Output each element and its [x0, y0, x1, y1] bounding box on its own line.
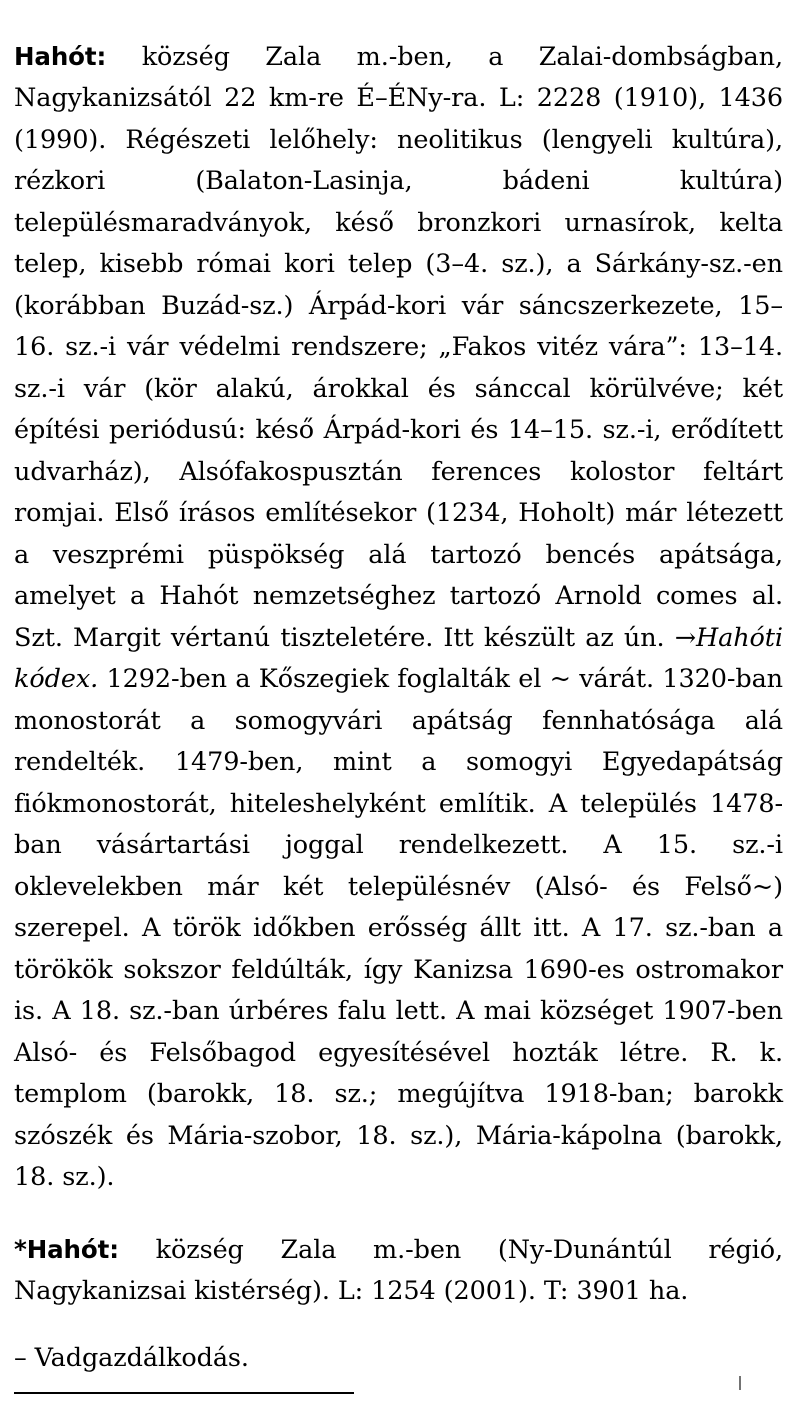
dictionary-entry-hahot-secondary [14, 1229, 783, 1313]
dictionary-entry-hahot [14, 36, 783, 1199]
footer-divider [14, 1392, 354, 1394]
secondary-entry-marker: * [14, 1234, 27, 1264]
entry-headword: Hahót: [14, 41, 107, 71]
secondary-entry-headword: Hahót: [26, 1234, 119, 1264]
footnote-line: – Vadgazdálkodás. [14, 1343, 249, 1373]
entry-body-part-2: 1292-ben a Kőszegiek foglalták el ~ várát. 1320-ban monostorát a somogyvári apátság fennhatósága alá rendelték. 1479-ben, mint a somogyi Egyedapátság fiókmonostorát, hiteleshelyként említik. A település 1478-ban vásártartási joggal rendelkezett. A 15. sz.-i oklevelekben már két településnév (Alsó- és Felső~) szerepel. A török időkben erősség állt itt. A 17. sz.-ban a törökök sokszor feldúlták, így Kanizsa 1690-es ostromakor is. A 18. sz.-ban úrbéres falu lett. A mai községet 1907-ben Alsó- és Felsőbagod egyesítésével hozták létre. R. k. templom (barokk, 18. sz.; megújítva 1918-ban; barokk szószék és Mária-szobor, 18. sz.), Mária-kápolna (barokk, 18. sz.). [14, 664, 783, 1192]
entry-body-part-1: község Zala m.-ben, a Zalai-dombságban, Nagykanizsától 22 km-re É–ÉNy-ra. L: 2228 (1910), 1436 (1990). Régészeti lelőhely: neolitikus (lengyeli kultúra), rézkori (Balaton-Lasinja, bádeni kultúra) településmaradványok, késő bronzkori urnasírok, kelta telep, kisebb római kori telep (3–4. sz.), a Sárkány-sz.-en (korábban Buzád-sz.) Árpád-kori vár sáncszerkezete, 15–16. sz.-i vár védelmi rendszere; „Fakos vitéz vára”: 13–14. sz.-i vár (kör alakú, árokkal és sánccal körülvéve; két építési periódusú: késő Árpád-kori és 14–15. sz.-i, erődített udvarház), Alsófakospusztán ferences kolostor feltárt romjai. Első írásos említésekor (1234, Hoholt) már létezett a veszprémi püspökség alá tartozó bencés apátsága, amelyet a Hahót nemzetséghez tartozó Arnold comes al. Szt. Margit vértanú tiszteletére. Itt készült az ún. [14, 41, 783, 653]
secondary-entry-body: község Zala m.-ben (Ny-Dunántúl régió, Nagykanizsai kistérség). L: 1254 (2001). T: 3901 ha. [14, 1234, 783, 1306]
entry-cross-reference[interactable]: →Hahóti kódex. [14, 622, 783, 694]
page-edge-tick-mark [739, 1376, 741, 1390]
